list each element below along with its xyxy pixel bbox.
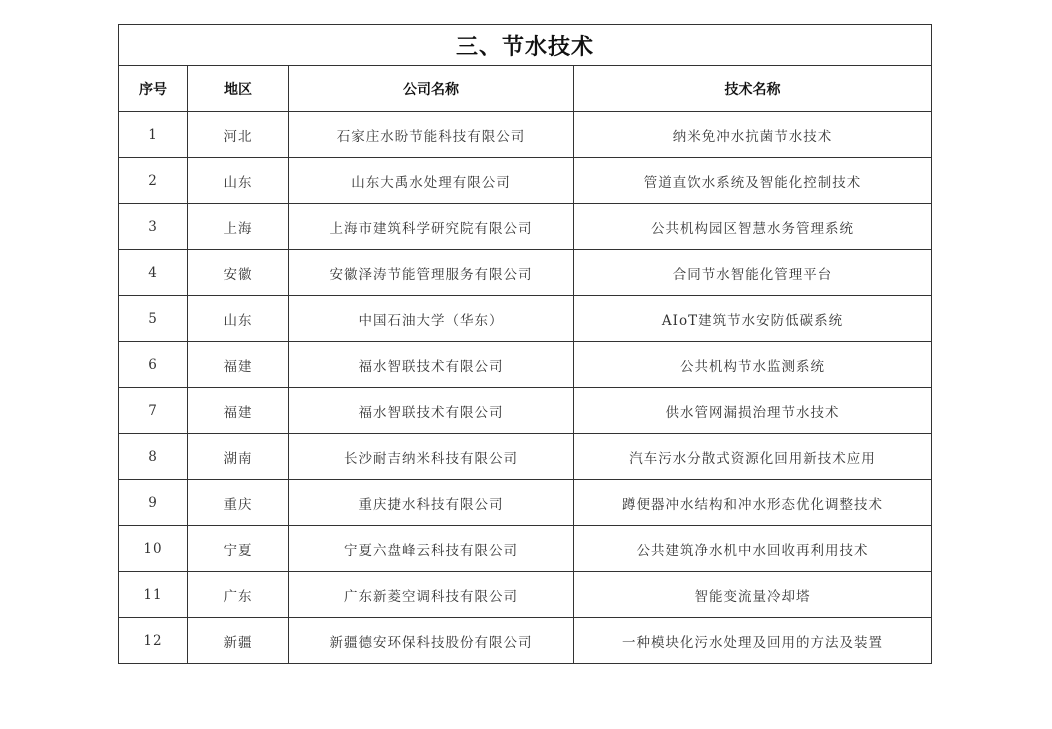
cell-no: 10 bbox=[119, 526, 188, 572]
cell-region: 重庆 bbox=[188, 480, 289, 526]
table-row bbox=[119, 342, 932, 388]
cell-company: 宁夏六盘峰云科技有限公司 bbox=[289, 526, 574, 572]
table-row bbox=[119, 296, 932, 342]
cell-region: 福建 bbox=[188, 388, 289, 434]
header-company: 公司名称 bbox=[289, 66, 574, 112]
cell-company: 长沙耐吉纳米科技有限公司 bbox=[289, 434, 574, 480]
cell-region: 河北 bbox=[188, 112, 289, 158]
cell-region: 广东 bbox=[188, 572, 289, 618]
tech-table bbox=[118, 24, 932, 664]
cell-no: 1 bbox=[119, 112, 188, 158]
cell-tech: 纳米免冲水抗菌节水技术 bbox=[574, 112, 932, 158]
cell-company: 新疆德安环保科技股份有限公司 bbox=[289, 618, 574, 664]
cell-region: 上海 bbox=[188, 204, 289, 250]
header-region: 地区 bbox=[188, 66, 289, 112]
cell-company: 福水智联技术有限公司 bbox=[289, 342, 574, 388]
cell-region: 湖南 bbox=[188, 434, 289, 480]
cell-company: 中国石油大学（华东） bbox=[289, 296, 574, 342]
cell-region: 福建 bbox=[188, 342, 289, 388]
cell-no: 6 bbox=[119, 342, 188, 388]
cell-company: 上海市建筑科学研究院有限公司 bbox=[289, 204, 574, 250]
cell-company: 山东大禹水处理有限公司 bbox=[289, 158, 574, 204]
table-row bbox=[119, 480, 932, 526]
header-tech: 技术名称 bbox=[574, 66, 932, 112]
cell-no: 9 bbox=[119, 480, 188, 526]
cell-company: 广东新菱空调科技有限公司 bbox=[289, 572, 574, 618]
cell-tech: 公共机构园区智慧水务管理系统 bbox=[574, 204, 932, 250]
table-row bbox=[119, 618, 932, 664]
table-row bbox=[119, 572, 932, 618]
cell-company: 石家庄水盼节能科技有限公司 bbox=[289, 112, 574, 158]
cell-tech: 蹲便器冲水结构和冲水形态优化调整技术 bbox=[574, 480, 932, 526]
table-title: 三、节水技术 bbox=[119, 25, 932, 66]
cell-region: 新疆 bbox=[188, 618, 289, 664]
table-row bbox=[119, 526, 932, 572]
cell-region: 山东 bbox=[188, 296, 289, 342]
cell-tech: 一种模块化污水处理及回用的方法及装置 bbox=[574, 618, 932, 664]
cell-tech: 公共机构节水监测系统 bbox=[574, 342, 932, 388]
cell-tech: 管道直饮水系统及智能化控制技术 bbox=[574, 158, 932, 204]
cell-no: 12 bbox=[119, 618, 188, 664]
table-row bbox=[119, 158, 932, 204]
cell-no: 2 bbox=[119, 158, 188, 204]
table-row bbox=[119, 434, 932, 480]
cell-tech: 合同节水智能化管理平台 bbox=[574, 250, 932, 296]
table-row bbox=[119, 250, 932, 296]
cell-company: 福水智联技术有限公司 bbox=[289, 388, 574, 434]
cell-company: 重庆捷水科技有限公司 bbox=[289, 480, 574, 526]
cell-company: 安徽泽涛节能管理服务有限公司 bbox=[289, 250, 574, 296]
cell-no: 7 bbox=[119, 388, 188, 434]
cell-region: 安徽 bbox=[188, 250, 289, 296]
cell-region: 宁夏 bbox=[188, 526, 289, 572]
cell-no: 4 bbox=[119, 250, 188, 296]
header-no: 序号 bbox=[119, 66, 188, 112]
table-row bbox=[119, 388, 932, 434]
cell-no: 11 bbox=[119, 572, 188, 618]
cell-region: 山东 bbox=[188, 158, 289, 204]
cell-no: 5 bbox=[119, 296, 188, 342]
table-row bbox=[119, 112, 932, 158]
cell-tech: 供水管网漏损治理节水技术 bbox=[574, 388, 932, 434]
table-row bbox=[119, 204, 932, 250]
cell-tech: 智能变流量冷却塔 bbox=[574, 572, 932, 618]
cell-tech: 公共建筑净水机中水回收再利用技术 bbox=[574, 526, 932, 572]
cell-no: 3 bbox=[119, 204, 188, 250]
header-row bbox=[119, 66, 932, 112]
cell-tech: 汽车污水分散式资源化回用新技术应用 bbox=[574, 434, 932, 480]
cell-no: 8 bbox=[119, 434, 188, 480]
cell-tech: AIoT建筑节水安防低碳系统 bbox=[574, 296, 932, 342]
